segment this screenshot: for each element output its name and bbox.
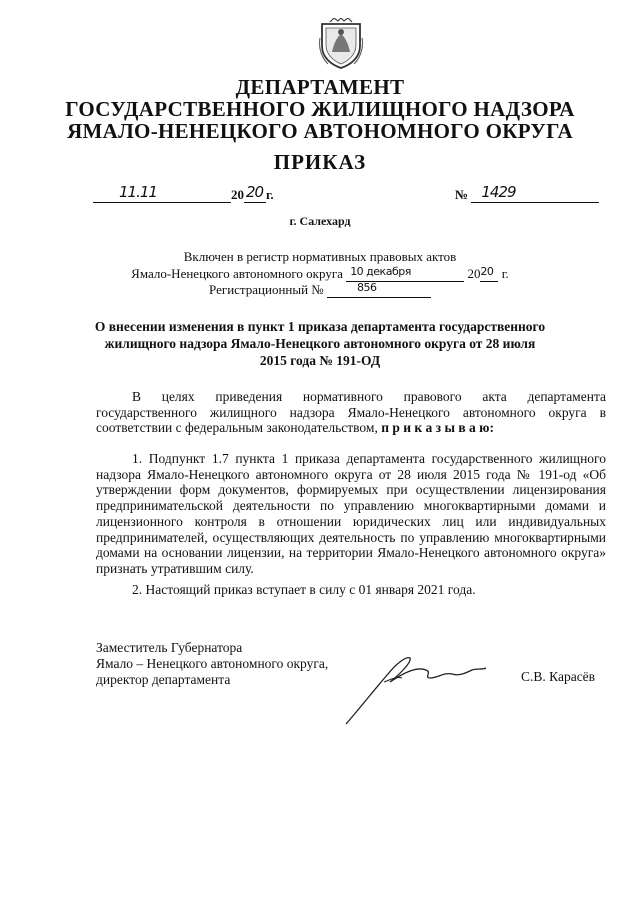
body-item1: 1. Подпункт 1.7 пункта 1 приказа департамента государственного жилищного надзора Ямало-Ненецкого автономного округа от 28 июля 2015 года № 191-од «Об утверждении форм документов, формируемых при осуществлении лицензирования предпринимательской деятельности по управлению многоквартирными домами и лицензионного контроля в отношении юридических лиц или индивидуальных предпринимателей, осуществляющих деятельность по управлению многоквартирными домами на основании лицензии, на территории Ямало-Ненецкого автономного округа» признать утратившим силу.	[96, 451, 606, 576]
registry-line3	[0, 281, 640, 298]
registry-number-field	[327, 281, 431, 298]
registry-year-field	[480, 265, 498, 282]
registry-year-handwritten: 20	[480, 265, 494, 278]
order-year-suffix: г.	[266, 187, 274, 202]
registry-date-handwritten: 10 декабря	[350, 265, 411, 278]
body-intro-emphasis: п р и к а з ы в а ю:	[381, 420, 494, 436]
order-number-field	[471, 183, 599, 203]
city-name: г. Салехард	[289, 214, 351, 228]
order-number	[455, 183, 599, 203]
document-type-title: ПРИКАЗ	[273, 150, 367, 174]
signatory-title-line3: директор департамента	[96, 672, 231, 687]
signatory-name: С.В. Карасёв	[521, 669, 596, 684]
signatory-title	[96, 640, 328, 688]
signatory-title-line1: Заместитель Губернатора	[96, 640, 243, 655]
registry-number-label: Регистрационный №	[209, 282, 324, 297]
order-year-prefix: 20	[231, 187, 244, 202]
registry-line1: Включен в регистр нормативных правовых актов	[183, 249, 457, 264]
registry-year-prefix: 20	[467, 266, 481, 281]
order-year-field	[244, 183, 266, 203]
order-date	[93, 183, 274, 203]
coat-of-arms-emblem	[318, 18, 364, 70]
body-item2: 2. Настоящий приказ вступает в силу с 01 января 2021 года.	[132, 582, 476, 597]
registry-number-handwritten: 856	[356, 281, 377, 294]
order-number-handwritten: 1429	[481, 183, 516, 201]
order-year-handwritten: 20	[246, 183, 264, 201]
body-intro-paragraph	[96, 389, 606, 436]
org-title-line3: ЯМАЛО-НЕНЕЦКОГО АВТОНОМНОГО ОКРУГА	[67, 119, 573, 143]
registry-line2-prefix: Ямало-Ненецкого автономного округа	[131, 266, 343, 281]
order-number-label: №	[455, 187, 469, 202]
org-title-line2: ГОСУДАРСТВЕННОГО ЖИЛИЩНОГО НАДЗОРА	[65, 97, 575, 121]
body-intro-text: В целях приведения нормативного правового акта департамента государственного жилищного надзора Ямало-Ненецкого автономного округа в соответствии с федеральным законодательством,	[96, 389, 606, 436]
org-title-line1: ДЕПАРТАМЕНТ	[235, 75, 405, 99]
order-date-field	[93, 183, 231, 203]
registry-line2	[0, 265, 640, 282]
order-subject: О внесении изменения в пункт 1 приказа департамента государственного жилищного надзора Ямало-Ненецкого автономного округа от 28 июля 2015 года № 191-ОД	[94, 319, 546, 368]
order-date-handwritten: 11.11	[119, 183, 157, 201]
signatory-title-line2: Ямало – Ненецкого автономного округа,	[96, 656, 329, 671]
registry-year-suffix: г.	[501, 266, 509, 281]
handwritten-signature	[340, 648, 490, 728]
